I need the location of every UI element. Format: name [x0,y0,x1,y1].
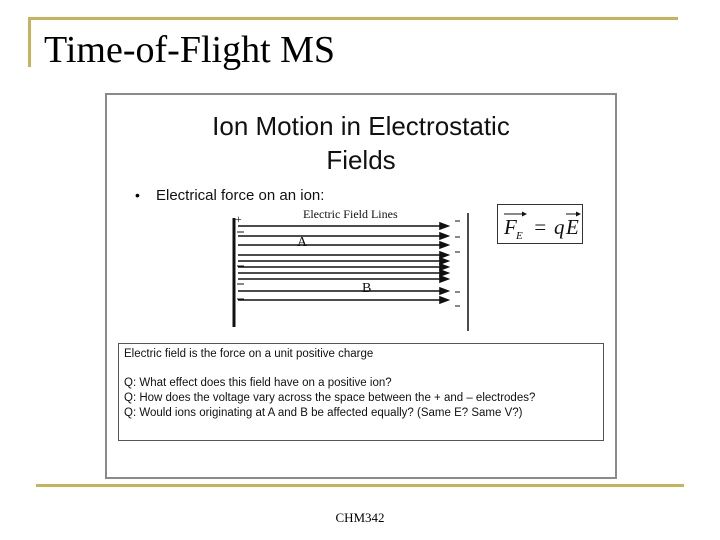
question-2: Q: How does the voltage vary across the space between the + and – electrodes? [124,392,536,404]
charge-symbol: q [554,215,565,239]
field-line-arrow [440,223,448,229]
equals-sign: = [533,215,548,239]
slide-frame-top-rule [28,17,678,20]
field-lines [238,223,448,303]
point-b-label: B [362,281,372,296]
field-line-arrow [440,288,448,294]
bullet-text: Electrical force on an ion: [156,187,325,204]
plus-sign: + [235,212,242,226]
question-1: Q: What effect does this field have on a positive ion? [124,377,392,389]
field-line-arrow [440,233,448,239]
question-3: Q: Would ions originating at A and B be affected equally? (Same E? Same V?) [124,407,523,419]
definition-text: Electric field is the force on a unit positive charge [124,348,374,360]
field-line-arrow [440,258,448,264]
slide-frame-bottom-rule [36,484,684,487]
slide-footer: CHM342 [335,510,385,525]
field-line-arrow [440,297,448,303]
field-line-arrow [440,252,448,258]
bullet-icon: • [135,187,140,203]
figure-panel [105,93,617,479]
field-lines-label: Electric Field Lines [303,207,398,221]
questions-box [118,343,604,441]
field-line-arrow [440,264,448,270]
force-symbol: F [504,215,517,239]
slide-frame-left-rule [28,17,31,67]
figure-title-line1: Ion Motion in Electrostatic [212,111,510,141]
field-line-arrow [440,276,448,282]
vector-arrowhead [522,212,527,217]
field-symbol: E [566,215,579,239]
force-equation-graphic [498,205,582,243]
figure-title-line2: Fields [326,145,396,175]
force-equation [497,204,583,244]
point-a-label: A [297,235,308,250]
field-line-arrow [440,270,448,276]
field-line-arrow [440,242,448,248]
force-subscript: E [516,230,523,242]
slide-title: Time-of-Flight MS [44,29,336,71]
